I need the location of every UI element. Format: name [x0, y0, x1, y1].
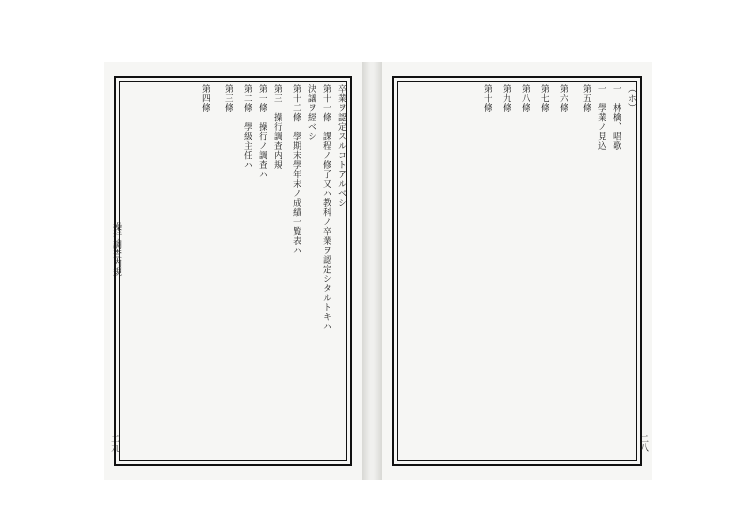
- right-text-columns: [398, 84, 636, 458]
- left-text-columns: [120, 84, 346, 458]
- text-column: 第八條: [520, 84, 530, 113]
- text-column: 第七條: [539, 84, 549, 113]
- text-column: 第五條: [581, 84, 591, 113]
- book-gutter: [362, 62, 382, 480]
- text-column: 第十條: [482, 84, 492, 113]
- text-column: 一 學業ノ見込: [596, 84, 606, 151]
- left-page: [104, 62, 362, 480]
- text-column: 一 林檎、唱歌: [611, 84, 621, 151]
- right-page: [382, 62, 652, 480]
- text-column: 卒業ヲ認定スルコトアルベシ: [336, 84, 346, 208]
- text-column: 第三條: [223, 84, 233, 113]
- text-column: （ホ）: [626, 84, 636, 113]
- page-number: 二八: [638, 434, 648, 452]
- text-column: 第四條: [200, 84, 210, 113]
- text-column: 第一條 操行ノ調査ハ: [257, 84, 267, 179]
- text-column: 第十一條 課程ノ修了又ハ教科ノ卒業ヲ認定シタルトキハ: [321, 84, 331, 331]
- section-heading: 第三 操行調査内規: [272, 84, 282, 170]
- page-number: 二九: [109, 434, 119, 452]
- text-column: 第二條 學級主任ハ: [242, 84, 252, 170]
- text-column: 第九條: [501, 84, 511, 113]
- text-column: 第十二條 學期末學年末ノ成績一覧表ハ: [291, 84, 301, 255]
- text-column: 決議ヲ經ベシ: [306, 84, 316, 141]
- text-column: 第六條: [558, 84, 568, 113]
- running-title: 操行調査内規: [111, 222, 121, 276]
